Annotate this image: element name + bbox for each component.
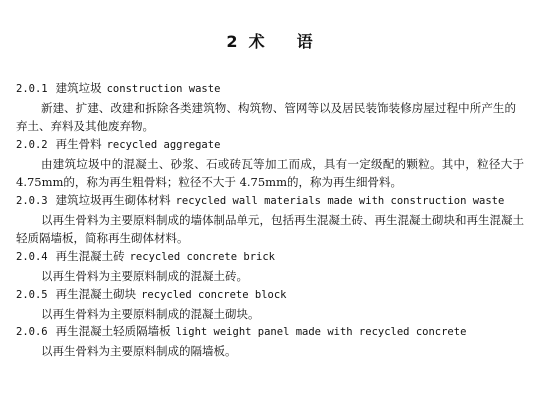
term-english: construction waste — [106, 83, 221, 95]
term-definition: 新建、扩建、改建和拆除各类建筑物、构筑物、管网等以及居民装饰装修房屋过程中所产生的弃土、弃料及其他废弃物。 — [16, 100, 516, 133]
term-number: 2.0.5 — [16, 289, 48, 301]
term-heading — [16, 322, 524, 342]
term-english: recycled concrete block — [141, 289, 287, 301]
term-number: 2.0.1 — [16, 83, 48, 95]
term-heading — [16, 79, 524, 99]
term-chinese: 再生骨料 — [55, 137, 102, 151]
term-heading — [16, 285, 524, 305]
term-chinese: 再生混凝土砖 — [55, 249, 125, 263]
term-english: recycled wall materials made with construction waste — [175, 195, 505, 207]
term-2-0-4 — [16, 247, 524, 285]
term-definition: 以再生骨料为主要原料制成的墙体制品单元，包括再生混凝土砖、再生混凝土砌块和再生混凝土轻质隔墙板，简称再生砌体材料。 — [16, 212, 524, 245]
chapter-title: 术 语 — [248, 32, 313, 51]
term-chinese: 建筑垃圾 — [55, 81, 102, 95]
term-english: light weight panel made with recycled concrete — [175, 326, 467, 338]
term-english: recycled aggregate — [106, 139, 221, 151]
term-definition: 以再生骨料为主要原料制成的隔墙板。 — [41, 343, 237, 358]
term-number: 2.0.6 — [16, 326, 48, 338]
term-2-0-5 — [16, 285, 524, 323]
term-chinese: 再生混凝土轻质隔墙板 — [55, 324, 171, 338]
term-definition: 以再生骨料为主要原料制成的混凝土砌块。 — [41, 306, 260, 321]
term-heading — [16, 135, 524, 155]
term-2-0-2 — [16, 135, 524, 192]
term-2-0-1 — [16, 79, 524, 136]
term-number: 2.0.4 — [16, 251, 48, 263]
term-heading — [16, 247, 524, 267]
term-definition: 由建筑垃圾中的混凝土、砂浆、石或砖瓦等加工而成，具有一定级配的颗粒。其中，粒径大于 4.75mm的，称为再生粗骨料；粒径不大于 4.75mm的，称为再生细骨料。 — [16, 156, 524, 189]
term-definition: 以再生骨料为主要原料制成的混凝土砖。 — [41, 268, 248, 283]
term-heading — [16, 191, 524, 211]
term-number: 2.0.3 — [16, 195, 48, 207]
term-2-0-6 — [16, 322, 524, 360]
term-number: 2.0.2 — [16, 139, 48, 151]
term-english: recycled concrete brick — [129, 251, 276, 263]
term-chinese: 建筑垃圾再生砌体材料 — [55, 193, 171, 207]
chapter-heading — [0, 29, 539, 52]
term-chinese: 再生混凝土砌块 — [55, 287, 137, 301]
chapter-number: 2 — [226, 32, 238, 51]
term-2-0-3 — [16, 191, 524, 248]
